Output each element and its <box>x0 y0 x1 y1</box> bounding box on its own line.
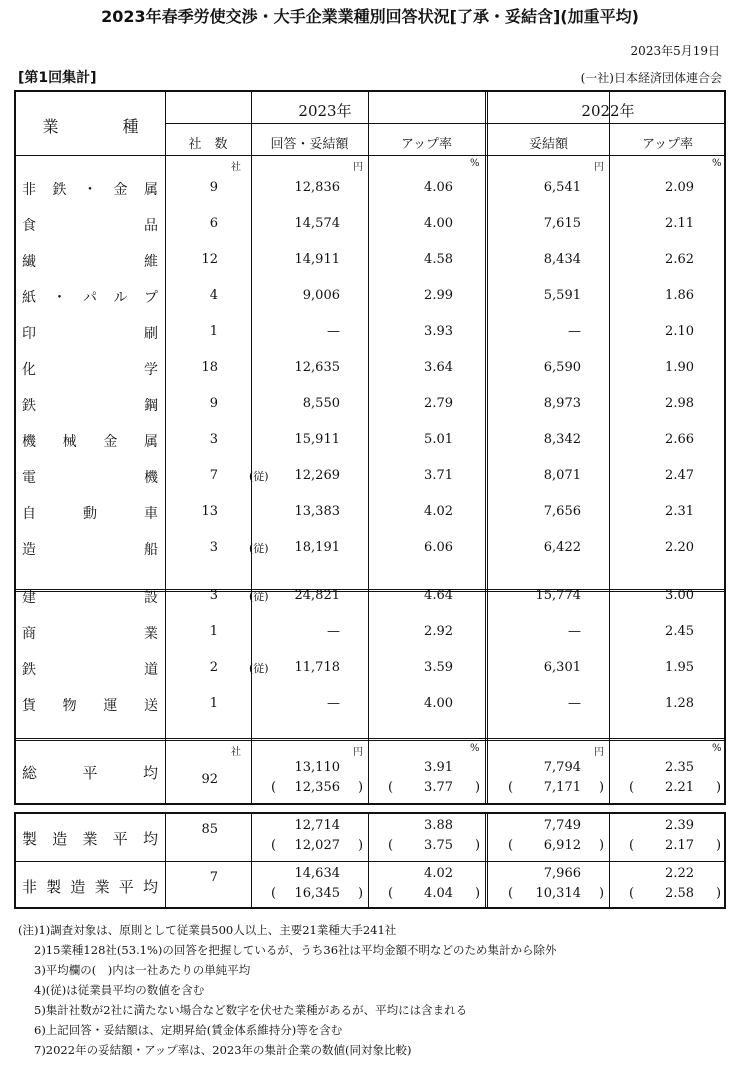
industry-char: 非 <box>22 878 38 896</box>
companies-count: 3 <box>209 432 218 447</box>
up-rate-2023: 5.01 <box>424 432 453 447</box>
answer-amount-2023: 8,550 <box>302 396 340 411</box>
settle-amount-2022: 8,434 <box>543 252 581 267</box>
industry-char: 紙 <box>22 290 36 306</box>
header-settle-amount: 妥結額 <box>528 137 568 152</box>
total-average-rate22: 2.35 <box>665 760 694 775</box>
up-rate-2022: 2.10 <box>665 324 694 339</box>
table-row <box>16 579 724 615</box>
industry-char: 業 <box>144 626 158 642</box>
paren-open: ( <box>388 780 394 795</box>
up-rate-2022: 1.86 <box>665 288 694 303</box>
answer-amount-2023: 14,911 <box>294 252 340 267</box>
industry-name <box>22 659 158 679</box>
companies-count: 1 <box>209 324 218 339</box>
non-manufacturing-average-amt22_per: 10,314 <box>535 886 581 901</box>
non-manufacturing-average-rate22_per: 2.58 <box>665 886 694 901</box>
page-title: 2023年春季労使交渉・大手企業業種別回答状況[了承・妥結含](加重平均) <box>101 7 639 26</box>
total-average-rate23_per: 3.77 <box>424 780 453 795</box>
industry-name <box>22 287 158 307</box>
report-date: 2023年5月19日 <box>630 44 720 58</box>
industry-char: 製 <box>22 830 38 848</box>
up-rate-2023: 3.59 <box>424 660 453 675</box>
paren-close: ) <box>475 780 481 795</box>
total-unit-yen-2022: 円 <box>594 747 604 758</box>
up-rate-2022: 3.00 <box>665 588 694 603</box>
settle-amount-2022: 5,591 <box>543 288 581 303</box>
manufacturing-average-companies: 85 <box>201 822 218 837</box>
industry-char: 学 <box>144 362 158 378</box>
up-rate-2023: 4.00 <box>424 216 453 231</box>
table-row <box>16 495 724 531</box>
paren-close: ) <box>358 780 364 795</box>
round-label: [第1回集計] <box>18 70 97 86</box>
industry-char: 業 <box>82 830 98 848</box>
paren-open: ( <box>508 838 514 853</box>
answer-amount-2023: 12,836 <box>294 180 340 195</box>
settle-amount-2022: 7,615 <box>543 216 581 231</box>
table-row <box>16 243 724 279</box>
industry-char: 属 <box>144 182 158 198</box>
manufacturing-average-amt22_per: 6,912 <box>543 838 581 853</box>
table-row <box>16 351 724 387</box>
industry-char: 平 <box>112 830 128 848</box>
companies-count: 9 <box>209 396 218 411</box>
industry-char: 維 <box>144 254 158 270</box>
paren-close: ) <box>358 886 364 901</box>
manufacturing-average-rate23_per: 3.75 <box>424 838 453 853</box>
industry-char: 鋼 <box>144 398 158 414</box>
employee-avg-note: (従) <box>249 662 269 675</box>
industry-name <box>22 695 158 715</box>
industry-char: 造 <box>22 542 36 558</box>
footnote: 4)(従)は従業員平均の数値を含む <box>34 983 205 997</box>
header-answer-amount: 回答・妥結額 <box>270 137 349 152</box>
up-rate-2022: 2.98 <box>665 396 694 411</box>
total-average-amt23_per: 12,356 <box>294 780 340 795</box>
settle-amount-2022: — <box>568 696 581 711</box>
up-rate-2022: 1.28 <box>665 696 694 711</box>
industry-name <box>22 467 158 487</box>
industry-char: 建 <box>22 590 36 606</box>
up-rate-2023: 4.06 <box>424 180 453 195</box>
settle-amount-2022: 6,301 <box>543 660 581 675</box>
industry-name <box>22 359 158 379</box>
industry-name <box>22 539 158 559</box>
table-row <box>16 687 724 723</box>
industry-char: 食 <box>22 218 36 234</box>
up-rate-2023: 4.00 <box>424 696 453 711</box>
manufacturing-average-rate22_per: 2.17 <box>665 838 694 853</box>
up-rate-2023: 2.99 <box>424 288 453 303</box>
settle-amount-2022: 6,541 <box>543 180 581 195</box>
paren-open: ( <box>271 838 277 853</box>
industry-char: 車 <box>144 506 158 522</box>
companies-count: 1 <box>209 624 218 639</box>
paren-open: ( <box>629 838 635 853</box>
industry-char: 平 <box>118 878 134 896</box>
paren-close: ) <box>716 886 722 901</box>
paren-open: ( <box>629 780 635 795</box>
unit-pct-2022: % <box>712 158 722 169</box>
industry-char: 化 <box>22 362 36 378</box>
industry-char: ・ <box>52 290 67 306</box>
settle-amount-2022: 6,590 <box>543 360 581 375</box>
up-rate-2022: 1.95 <box>665 660 694 675</box>
employee-avg-note: (従) <box>249 542 269 555</box>
header-industry: 業 種 <box>42 117 139 136</box>
non-manufacturing-average-companies: 7 <box>209 870 218 885</box>
industry-char: パ <box>83 290 97 306</box>
footnote: 5)集計社数が2社に満たない場合など数字を伏せた業種があるが、平均には含まれる <box>34 1003 468 1017</box>
industry-char: 設 <box>144 590 158 606</box>
non-manufacturing-average-rate22: 2.22 <box>665 866 694 881</box>
non-manufacturing-average-amt23_per: 16,345 <box>294 886 340 901</box>
industry-name <box>22 587 158 607</box>
averages-table <box>14 812 726 909</box>
industry-char: 均 <box>142 878 158 896</box>
industry-name <box>22 623 158 643</box>
paren-close: ) <box>475 886 481 901</box>
answer-amount-2023: 12,635 <box>294 360 340 375</box>
industry-name <box>22 215 158 235</box>
settle-amount-2022: 7,656 <box>543 504 581 519</box>
up-rate-2023: 4.64 <box>424 588 453 603</box>
companies-count: 6 <box>209 216 218 231</box>
footnote: 6)上記回答・妥結額は、定期昇給(賃金体系維持分)等を含む <box>34 1023 343 1037</box>
settle-amount-2022: — <box>568 324 581 339</box>
up-rate-2023: 6.06 <box>424 540 453 555</box>
industry-char: 繊 <box>22 254 36 270</box>
industry-char: 道 <box>144 662 158 678</box>
paren-open: ( <box>271 780 277 795</box>
up-rate-2022: 2.45 <box>665 624 694 639</box>
industry-char: 平 <box>82 764 98 782</box>
non-manufacturing-average-rate23: 4.02 <box>424 866 453 881</box>
settle-amount-2022: 8,973 <box>543 396 581 411</box>
industry-char: 印 <box>22 326 36 342</box>
up-rate-2023: 3.64 <box>424 360 453 375</box>
industry-char: 均 <box>142 830 158 848</box>
companies-count: 13 <box>201 504 218 519</box>
industry-char: 自 <box>22 506 36 522</box>
total-unit-yen-2023: 円 <box>353 747 363 758</box>
industry-name <box>22 179 158 199</box>
settle-amount-2022: 8,342 <box>543 432 581 447</box>
industry-char: 動 <box>83 506 97 522</box>
industry-char: 械 <box>62 434 77 450</box>
companies-count: 18 <box>201 360 218 375</box>
total-unit-pct-2022: % <box>712 743 722 754</box>
industry-char: 金 <box>113 182 128 198</box>
non-manufacturing-average-rate23_per: 4.04 <box>424 886 453 901</box>
industry-name <box>22 323 158 343</box>
answer-amount-2023: 18,191 <box>294 540 340 555</box>
up-rate-2022: 2.31 <box>665 504 694 519</box>
industry-name <box>22 503 158 523</box>
table-row <box>16 315 724 351</box>
answer-amount-2023: — <box>327 624 340 639</box>
paren-open: ( <box>508 886 514 901</box>
unit-pct-2023: % <box>470 158 480 169</box>
table-row <box>16 279 724 315</box>
header-up-rate-2023: アップ率 <box>400 137 453 152</box>
industry-name <box>22 251 158 271</box>
paren-close: ) <box>716 838 722 853</box>
companies-count: 2 <box>209 660 218 675</box>
unit-yen-2022: 円 <box>594 162 604 173</box>
up-rate-2023: 2.79 <box>424 396 453 411</box>
industry-char: 電 <box>22 470 36 486</box>
up-rate-2022: 1.90 <box>665 360 694 375</box>
footnote: 7)2022年の妥結額・アップ率は、2023年の集計企業の数値(同対象比較) <box>34 1043 412 1057</box>
industry-char: 造 <box>52 830 68 848</box>
table-row <box>16 531 724 567</box>
settle-amount-2022: 6,422 <box>543 540 581 555</box>
table-row <box>16 423 724 459</box>
industry-char: 鉄 <box>52 182 67 198</box>
industry-char: 貨 <box>22 698 36 714</box>
table-row <box>16 171 724 207</box>
non-manufacturing-average-amt23: 14,634 <box>294 866 340 881</box>
paren-open: ( <box>388 838 394 853</box>
footnote: 3)平均欄の( )内は一社あたりの単純平均 <box>34 963 251 977</box>
footnote: (注)1)調査対象は、原則として従業員500人以上、主要21業種大手241社 <box>18 923 397 937</box>
header-up-rate-2022: アップ率 <box>641 137 694 152</box>
table-row <box>16 459 724 495</box>
up-rate-2023: 3.71 <box>424 468 453 483</box>
answer-amount-2023: — <box>327 696 340 711</box>
total-average-rate23: 3.91 <box>424 760 453 775</box>
table-row <box>16 387 724 423</box>
up-rate-2022: 2.62 <box>665 252 694 267</box>
header-companies: 社 数 <box>188 137 228 152</box>
industry-char: 運 <box>103 698 118 714</box>
industry-char: 物 <box>62 698 77 714</box>
source-org: (一社)日本経済団体連合会 <box>580 71 722 85</box>
paren-open: ( <box>271 886 277 901</box>
paren-open: ( <box>388 886 394 901</box>
industry-char: 船 <box>144 542 158 558</box>
paren-close: ) <box>475 838 481 853</box>
up-rate-2022: 2.09 <box>665 180 694 195</box>
industry-char: 機 <box>22 434 36 450</box>
companies-count: 3 <box>209 588 218 603</box>
up-rate-2023: 4.58 <box>424 252 453 267</box>
industry-char: 製 <box>46 878 62 896</box>
manufacturing-average-amt23_per: 12,027 <box>294 838 340 853</box>
manufacturing-average-rate23: 3.88 <box>424 818 453 833</box>
settle-amount-2022: 8,071 <box>543 468 581 483</box>
paren-close: ) <box>358 838 364 853</box>
total-average-companies: 92 <box>201 772 218 787</box>
non-manufacturing-average-amt22: 7,966 <box>543 866 581 881</box>
manufacturing-average-rate22: 2.39 <box>665 818 694 833</box>
industry-name <box>22 395 158 415</box>
industry-char: ル <box>113 290 128 306</box>
industry-char: 刷 <box>144 326 158 342</box>
industry-name <box>22 431 158 451</box>
answer-amount-2023: 15,911 <box>294 432 340 447</box>
answer-amount-2023: — <box>327 324 340 339</box>
industry-char: ・ <box>83 182 97 198</box>
paren-close: ) <box>599 780 605 795</box>
settle-amount-2022: — <box>568 624 581 639</box>
paren-close: ) <box>599 886 605 901</box>
total-average-label <box>22 762 158 783</box>
answer-amount-2023: 11,718 <box>294 660 340 675</box>
companies-count: 7 <box>209 468 218 483</box>
industry-char: 属 <box>143 434 158 450</box>
industry-char: 鉄 <box>22 662 36 678</box>
non-manufacturing-average-label <box>22 876 158 897</box>
companies-count: 1 <box>209 696 218 711</box>
paren-open: ( <box>508 780 514 795</box>
companies-count: 9 <box>209 180 218 195</box>
unit-companies: 社 <box>231 162 241 173</box>
manufacturing-average-label <box>22 828 158 849</box>
unit-yen-2023: 円 <box>353 162 363 173</box>
total-average-amt22_per: 7,171 <box>543 780 581 795</box>
up-rate-2022: 2.66 <box>665 432 694 447</box>
industry-char: 造 <box>70 878 86 896</box>
total-average-amt22: 7,794 <box>543 760 581 775</box>
employee-avg-note: (従) <box>249 590 269 603</box>
industry-char: 業 <box>94 878 110 896</box>
footnotes <box>18 920 557 1060</box>
industry-char: 機 <box>144 470 158 486</box>
answer-amount-2023: 12,269 <box>294 468 340 483</box>
manufacturing-average-amt23: 12,714 <box>294 818 340 833</box>
up-rate-2022: 2.47 <box>665 468 694 483</box>
table-row <box>16 651 724 687</box>
industry-char: 総 <box>22 764 38 782</box>
settle-amount-2022: 15,774 <box>535 588 581 603</box>
total-unit-companies: 社 <box>231 747 241 758</box>
companies-count: 3 <box>209 540 218 555</box>
up-rate-2023: 3.93 <box>424 324 453 339</box>
answer-amount-2023: 13,383 <box>294 504 340 519</box>
paren-open: ( <box>629 886 635 901</box>
header-2022: 2022年 <box>581 102 635 120</box>
industry-char: プ <box>144 290 158 306</box>
industry-table <box>14 90 726 805</box>
total-average-amt23: 13,110 <box>294 760 340 775</box>
industry-char: 均 <box>142 764 158 782</box>
paren-close: ) <box>599 838 605 853</box>
answer-amount-2023: 9,006 <box>302 288 340 303</box>
answer-amount-2023: 14,574 <box>294 216 340 231</box>
up-rate-2022: 2.11 <box>665 216 694 231</box>
up-rate-2022: 2.20 <box>665 540 694 555</box>
employee-avg-note: (従) <box>249 470 269 483</box>
header-2023: 2023年 <box>298 102 352 120</box>
companies-count: 4 <box>209 288 218 303</box>
table-row <box>16 207 724 243</box>
industry-char: 非 <box>22 182 36 198</box>
industry-char: 品 <box>144 218 158 234</box>
industry-char: 金 <box>103 434 118 450</box>
manufacturing-average-amt22: 7,749 <box>543 818 581 833</box>
industry-char: 送 <box>143 698 158 714</box>
industry-char: 鉄 <box>22 398 36 414</box>
up-rate-2023: 4.02 <box>424 504 453 519</box>
paren-close: ) <box>716 780 722 795</box>
industry-char: 商 <box>22 626 36 642</box>
companies-count: 12 <box>201 252 218 267</box>
table-row <box>16 615 724 651</box>
up-rate-2023: 2.92 <box>424 624 453 639</box>
footnote: 2)15業種128社(53.1%)の回答を把握しているが、うち36社は平均金額不明などのため集計から除外 <box>34 943 557 957</box>
answer-amount-2023: 24,821 <box>294 588 340 603</box>
total-average-rate22_per: 2.21 <box>665 780 694 795</box>
total-unit-pct-2023: % <box>470 743 480 754</box>
